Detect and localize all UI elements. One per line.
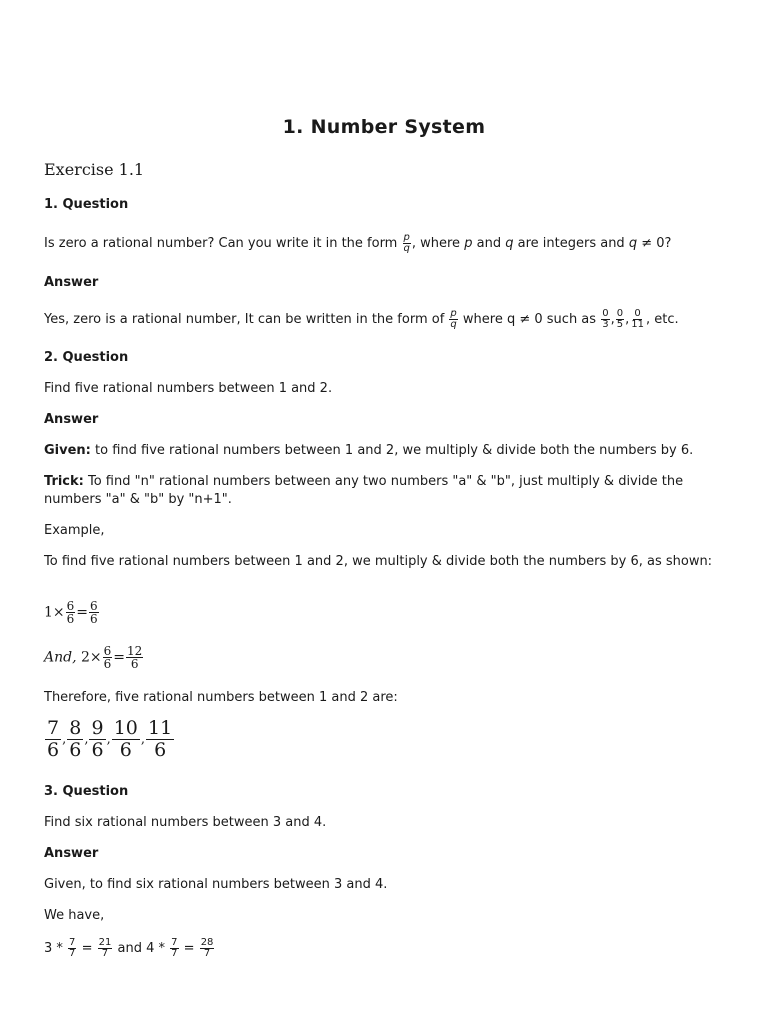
answer-3-heading: Answer [44, 846, 99, 861]
equation-lhs: 1× [44, 604, 65, 621]
and-word: And, [44, 649, 77, 666]
variable-q: q [628, 236, 638, 251]
fraction-6-over-6 [66, 600, 76, 625]
we-have-text: We have, [44, 908, 105, 923]
fraction-denominator: 7 [101, 948, 109, 959]
fraction-numerator: 0 [634, 308, 641, 319]
question-1-text-part: and [476, 236, 502, 251]
fraction-denominator: 6 [154, 739, 167, 761]
question-1-text-end: ≠ 0? [641, 236, 672, 251]
fraction-numerator: 6 [103, 644, 112, 658]
equation-middle: and 4 * [117, 941, 165, 956]
fraction-numerator: p [450, 308, 457, 319]
fraction-denominator: 5 [616, 319, 624, 330]
variable-p: p [464, 236, 473, 251]
example-label: Example, [44, 523, 105, 538]
answer-1-text: Yes, zero is a rational number, It can be written in the form of $\frac{p}{q}$ where q ≠ 0 such as $\frac{0}{3}$ , $\frac{0}{5}$ , $\frac{0}{11}$ , etc. [44, 308, 679, 330]
fraction-0-over-5 [616, 309, 624, 330]
fraction-denominator: 7 [203, 948, 211, 959]
variable-q: q [505, 236, 514, 251]
fraction-7-over-6 [45, 718, 61, 761]
exercise-heading: Exercise 1.1 [44, 160, 145, 179]
fraction-p-over-q [449, 309, 457, 330]
fraction-denominator: 3 [602, 319, 609, 330]
fraction-denominator: 6 [69, 739, 82, 761]
question-2-heading: 2. Question [44, 350, 129, 365]
fraction-numerator: p [403, 232, 410, 243]
fraction-12-over-6 [126, 645, 143, 670]
fraction-numerator: 10 [113, 717, 138, 739]
question-1-text-part: are integers and [517, 236, 625, 251]
fraction-11-over-6 [146, 718, 174, 761]
question-1-heading: 1. Question [44, 197, 129, 212]
answer-1-text-start: Yes, zero is a rational number, It can be written in the form of [44, 312, 445, 327]
fraction-8-over-6 [67, 718, 83, 761]
equation-1 [44, 600, 100, 625]
fraction-numerator: 7 [69, 937, 76, 948]
result-fractions: $\frac{7}{6}$ , $\frac{8}{6}$ , $\frac{9}{6}$ , $\frac{10}{6}$ , $\frac{11}{6}$ [47, 717, 173, 761]
fraction-denominator: 6 [130, 657, 139, 671]
equation-lhs: 3 * [44, 941, 63, 956]
trick-label: Trick: [44, 474, 84, 489]
fraction-p-over-q [403, 233, 411, 254]
question-1-text [44, 233, 671, 254]
given-text: to find five rational numbers between 1 and 2, we multiply & divide both the numbers by 6. [90, 443, 694, 458]
fraction-denominator: 6 [103, 657, 112, 671]
fraction-numerator: 11 [148, 717, 173, 739]
fraction-denominator: 6 [91, 739, 104, 761]
equals-sign: = [113, 649, 126, 666]
fraction-10-over-6 [112, 718, 140, 761]
answer-1-heading: Answer [44, 275, 99, 290]
fraction-numerator: 7 [47, 717, 60, 739]
fraction-7-over-7 [68, 938, 76, 959]
question-2-text: Find five rational numbers between 1 and 2. [44, 381, 333, 396]
fraction-denominator: 6 [90, 612, 98, 626]
fraction-denominator: 7 [69, 948, 76, 959]
fraction-denominator: 7 [171, 948, 178, 959]
fraction-6-over-6 [89, 600, 99, 625]
fraction-0-over-3 [601, 309, 609, 330]
fraction-numerator: 28 [200, 937, 214, 948]
equation-2 [44, 645, 144, 670]
fraction-21-over-7 [98, 938, 113, 959]
fraction-0-over-11 [630, 309, 645, 330]
fraction-7-over-7 [170, 938, 178, 959]
fraction-denominator: q [403, 243, 410, 254]
question-1-text-part: , where [411, 236, 461, 251]
fraction-9-over-6 [89, 718, 105, 761]
question-3-heading: 3. Question [44, 784, 129, 799]
fraction-numerator: 21 [98, 937, 112, 948]
answer-2-heading: Answer [44, 412, 99, 427]
fraction-numerator: 8 [69, 717, 82, 739]
fraction-numerator: 6 [90, 599, 98, 613]
fraction-numerator: 0 [616, 308, 624, 319]
therefore-text: Therefore, five rational numbers between 1 and 2 are: [44, 690, 398, 705]
trick-text: To find "n" rational numbers between any two numbers "a" & "b", just multiply & divide the numbers "a" & "b" by "n+1". [44, 474, 684, 507]
fraction-numerator: 6 [66, 599, 75, 613]
trick-paragraph [44, 473, 714, 509]
fraction-28-over-7 [200, 938, 215, 959]
given-label: Given: [44, 443, 91, 458]
fraction-numerator: 9 [91, 717, 104, 739]
fraction-denominator: q [450, 319, 457, 330]
fraction-denominator: 6 [47, 739, 60, 761]
fraction-numerator: 7 [171, 937, 178, 948]
fraction-numerator: 0 [602, 308, 609, 319]
fraction-denominator: 11 [631, 319, 644, 330]
question-3-text: Find six rational numbers between 3 and 4. [44, 815, 327, 830]
answer-3-given: Given, to find six rational numbers between 3 and 4. [44, 877, 388, 892]
page-title: 1. Number System [282, 116, 486, 138]
fraction-denominator: 6 [66, 612, 75, 626]
fraction-numerator: 12 [127, 644, 143, 658]
fraction-denominator: 6 [119, 739, 132, 761]
equation-lhs: 2× [81, 649, 102, 666]
fraction-6-over-6 [103, 645, 113, 670]
equals-sign: = [76, 604, 89, 621]
answer-1-text-part: where q ≠ 0 such as [462, 312, 597, 327]
answer-1-text-end: , etc. [645, 312, 679, 327]
equals-sign: = [81, 941, 93, 956]
equation-3 [44, 938, 215, 959]
shown-paragraph: To find five rational numbers between 1 and 2, we multiply & divide both the numbers by 6, as shown: [44, 554, 713, 569]
given-paragraph [44, 442, 693, 460]
question-1-text-start: Is zero a rational number? Can you write it in the form [44, 236, 398, 251]
equals-sign: = [183, 941, 195, 956]
